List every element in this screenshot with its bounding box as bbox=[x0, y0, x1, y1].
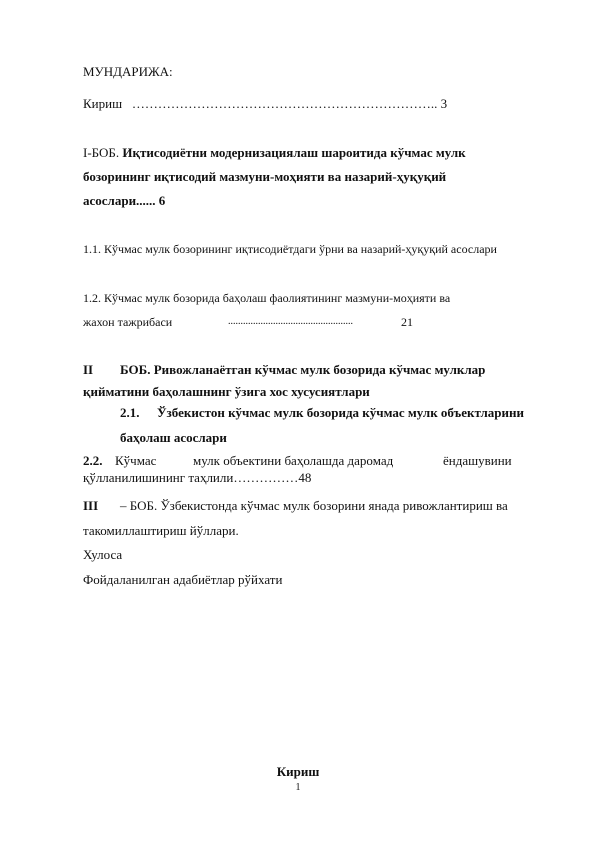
toc-entry-intro-page: 3 bbox=[440, 96, 448, 111]
toc-section-1-2-page: 21 bbox=[401, 315, 413, 329]
toc-section-1-2-line2[interactable] bbox=[83, 314, 413, 330]
toc-chapter1-title-line2[interactable]: бозорининг иқтисодий мазмуни-моҳияти ва назарий-ҳуқуқий bbox=[83, 169, 447, 184]
toc-entry-intro-dots: …………………………………………………………….. bbox=[131, 96, 438, 111]
toc-chapter3-line2[interactable]: такомиллаштириш йўллари. bbox=[83, 523, 239, 538]
toc-section-2-2-word3: ёндашувини bbox=[443, 453, 512, 468]
toc-section-2-1-line2[interactable]: баҳолаш асослари bbox=[120, 430, 227, 445]
toc-section-1-1[interactable]: 1.1. Кўчмас мулк бозорининг иқтисодиётдаги ўрни ва назарий-ҳуқуқий асослари bbox=[83, 242, 497, 256]
toc-section-2-2-word1: Кўчмас bbox=[115, 453, 157, 468]
toc-chapter1-title-line3[interactable]: асослари...... 6 bbox=[83, 193, 166, 208]
toc-chapter3-line1[interactable]: – БОБ. Ўзбекистонда кўчмас мулк бозорини янада ривожлантириш ва bbox=[120, 498, 508, 513]
toc-section-1-2-line1[interactable]: 1.2. Кўчмас мулк бозорида баҳолаш фаолиятининг мазмуни-моҳияти ва bbox=[83, 291, 451, 305]
toc-chapter1-prefix: I-БОБ. bbox=[83, 145, 123, 160]
toc-section-2-1-number: 2.1. bbox=[120, 405, 140, 420]
toc-section-2-1-line1[interactable]: Ўзбекистон кўчмас мулк бозорида кўчмас мулк объектларини bbox=[157, 405, 525, 420]
toc-chapter2-title-line1[interactable]: БОБ. Ривожланаётган кўчмас мулк бозорида кўчмас мулклар bbox=[120, 362, 486, 377]
toc-references[interactable]: Фойдаланилган адабиётлар рўйхати bbox=[83, 572, 283, 587]
toc-entry-intro-label: Кириш bbox=[83, 96, 123, 111]
toc-section-1-2-dots: .................................................. bbox=[228, 316, 353, 327]
toc-conclusion[interactable]: Хулоса bbox=[83, 547, 123, 562]
toc-section-2-2-number: 2.2. bbox=[83, 453, 103, 468]
toc-section-2-2-word2: мулк объектини баҳолашда даромад bbox=[193, 453, 394, 468]
toc-chapter1-line1[interactable] bbox=[83, 145, 466, 161]
toc-section-2-2-line2[interactable]: қўлланилишининг таҳлили……………48 bbox=[83, 470, 312, 485]
toc-entry-intro[interactable] bbox=[83, 96, 447, 112]
toc-chapter2-title-line2[interactable]: қийматини баҳолашнинг ўзига хос хусусиятлари bbox=[83, 384, 370, 399]
toc-heading: МУНДАРИЖА: bbox=[83, 64, 173, 79]
toc-chapter1-title-line1: Иқтисодиётни модернизациялаш шароитида кўчмас мулк bbox=[122, 145, 466, 160]
toc-chapter2-number: II bbox=[83, 362, 94, 377]
next-section-heading: Кириш bbox=[276, 764, 320, 779]
toc-chapter3-number: III bbox=[83, 498, 99, 513]
toc-section-2-2-line1[interactable] bbox=[83, 453, 543, 469]
toc-section-1-2-text: жахон тажрибаси bbox=[83, 315, 173, 329]
page-number: 1 bbox=[295, 782, 301, 793]
